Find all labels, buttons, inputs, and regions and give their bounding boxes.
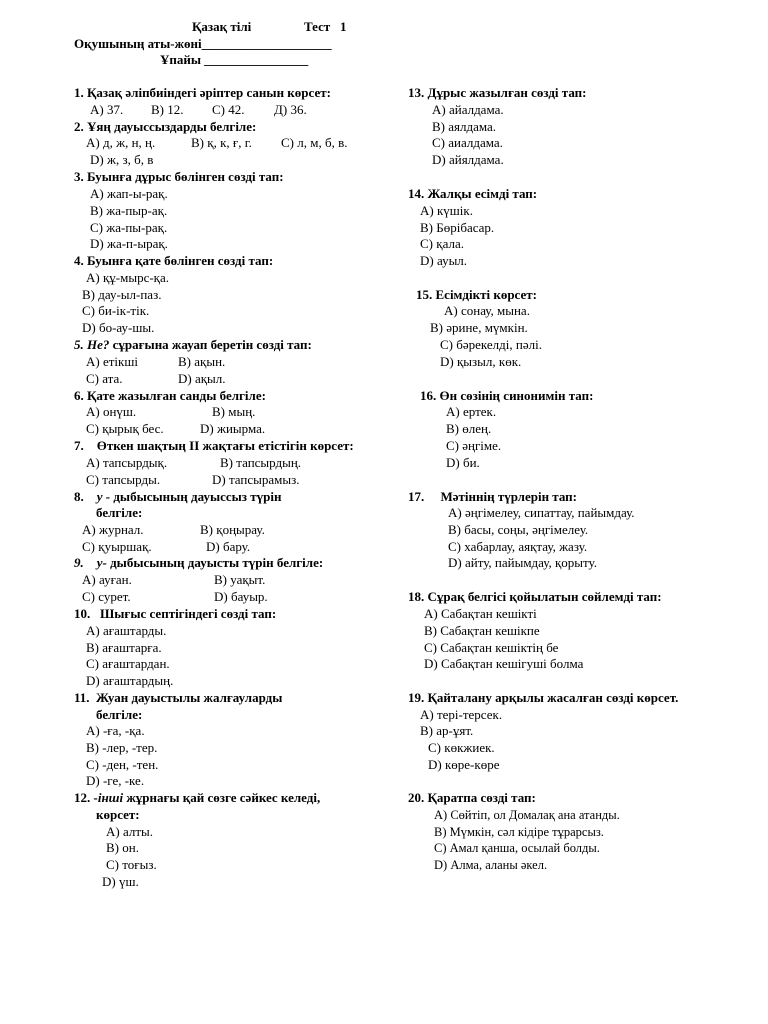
q6-option-b[interactable]: В) мың.: [212, 404, 256, 419]
q11-option-d[interactable]: D) -ге, -ке.: [86, 773, 145, 788]
question-7-title: 7. Өткен шақтың ІІ жақтағы етістігін көрсет:: [74, 438, 354, 453]
question-15-title: 15. Есімдікті көрсет:: [416, 287, 537, 302]
q2-option-b[interactable]: В) қ, к, ғ, г.: [191, 135, 252, 150]
q8-option-d[interactable]: D) бару.: [206, 539, 251, 554]
score-field[interactable]: Ұпайы ________________: [160, 52, 309, 67]
q9-option-d[interactable]: D) бауыр.: [214, 589, 268, 604]
q19-option-d[interactable]: D) көре-көре: [428, 757, 500, 772]
q15-option-a[interactable]: А) сонау, мына.: [444, 303, 530, 318]
q14-option-b[interactable]: В) Бөрібасар.: [420, 220, 495, 235]
q16-option-a[interactable]: А) ертек.: [446, 404, 497, 419]
q10-option-b[interactable]: В) ағаштарға.: [86, 640, 162, 655]
q12-option-b[interactable]: В) он.: [106, 840, 139, 855]
q5-option-d[interactable]: D) ақыл.: [178, 371, 226, 386]
q11-option-b[interactable]: В) -лер, -тер.: [86, 740, 158, 755]
q17-option-c[interactable]: С) хабарлау, аяқтау, жазу.: [448, 539, 588, 554]
q5-option-c[interactable]: С) ата.: [86, 371, 123, 386]
q11-option-c[interactable]: С) -ден, -тен.: [86, 757, 159, 772]
q15-option-b[interactable]: В) әрине, мүмкін.: [430, 320, 528, 335]
question-6-title: 6. Қате жазылған санды белгіле:: [74, 388, 266, 403]
q4-option-d[interactable]: D) бо-ау-шы.: [82, 320, 155, 335]
q9-title-rest: дыбысының дауысты түрін белгіле:: [106, 555, 324, 570]
q5-option-b[interactable]: В) ақын.: [178, 354, 226, 369]
q8-option-b[interactable]: В) қоңырау.: [200, 522, 265, 537]
q20-option-c[interactable]: С) Амал қанша, осылай болды.: [434, 841, 600, 855]
q4-option-a[interactable]: А) құ-мырс-қа.: [86, 270, 170, 285]
question-9-title: [74, 555, 323, 571]
question-13-title: 13. Дұрыс жазылған сөзді тап:: [408, 85, 587, 100]
q5-option-a[interactable]: А) етікші: [86, 354, 138, 369]
q3-option-c[interactable]: С) жа-пы-рақ.: [90, 220, 168, 235]
q16-option-b[interactable]: В) өлең.: [446, 421, 492, 436]
q12-title-continued: көрсет:: [96, 807, 140, 822]
q3-option-b[interactable]: В) жа-пыр-ақ.: [90, 203, 168, 218]
q9-option-b[interactable]: В) уақыт.: [214, 572, 266, 587]
q10-option-a[interactable]: А) ағаштарды.: [86, 623, 167, 638]
question-10-title: 10. Шығыс септігіндегі сөзді тап:: [74, 606, 277, 621]
q1-option-a[interactable]: А) 37.: [90, 102, 124, 117]
q1-option-d[interactable]: Д) 36.: [274, 102, 307, 117]
q16-option-d[interactable]: D) би.: [446, 455, 480, 470]
q11-title-continued: белгіле:: [96, 707, 143, 722]
q7-option-b[interactable]: В) тапсырдың.: [220, 455, 302, 470]
q13-option-b[interactable]: В) аялдама.: [432, 119, 497, 134]
q8-title-rest: дыбысының дауыссыз түрін: [110, 489, 282, 504]
question-8-title: [74, 489, 281, 505]
q15-option-d[interactable]: D) қызыл, көк.: [440, 354, 522, 369]
q13-option-a[interactable]: А) айалдама.: [432, 102, 504, 117]
q9-letter: у-: [96, 555, 107, 570]
q18-option-c[interactable]: С) Сабақтан кешіктің бе: [424, 640, 559, 655]
q17-option-d[interactable]: D) айту, пайымдау, қорыту.: [448, 555, 597, 570]
q20-option-d[interactable]: D) Алма, аланы әкел.: [434, 858, 548, 872]
q6-option-c[interactable]: С) қырық бес.: [86, 421, 164, 436]
question-1-title: 1. Қазақ әліпбиіндегі әріптер санын көрсет:: [74, 85, 331, 100]
q3-option-a[interactable]: А) жап-ы-рақ.: [90, 186, 168, 201]
question-16-title: 16. Өн сөзінің синонимін тап:: [420, 388, 594, 403]
q8-title-continued: белгіле:: [96, 505, 143, 520]
q5-question-word: Не?: [87, 337, 110, 352]
q12-option-d[interactable]: D) үш.: [102, 874, 139, 889]
q14-option-a[interactable]: А) күшік.: [420, 203, 473, 218]
student-name-field[interactable]: Оқушының аты-жөні____________________: [74, 36, 332, 51]
q9-option-a[interactable]: А) ауған.: [82, 572, 132, 587]
q12-title-rest: жұрнағы қай сөзге сәйкес келеді,: [123, 790, 321, 805]
q7-option-a[interactable]: А) тапсырдық.: [86, 455, 168, 470]
subject-title: Қазақ тілі: [192, 19, 252, 34]
q18-option-d[interactable]: D) Сабақтан кешігуші болма: [424, 656, 584, 671]
question-11-title: 11. Жуан дауыстылы жалғауларды: [74, 690, 283, 705]
q20-option-a[interactable]: А) Сөйтіп, ол Домалақ ана атанды.: [434, 808, 620, 822]
q16-option-c[interactable]: С) әңгіме.: [446, 438, 502, 453]
q8-number: 8.: [74, 489, 84, 504]
q14-option-d[interactable]: D) ауыл.: [420, 253, 468, 268]
q11-option-a[interactable]: А) -ға, -қа.: [86, 723, 145, 738]
question-20-title: 20. Қаратпа сөзді тап:: [408, 790, 536, 805]
q5-number: 5.: [74, 337, 84, 352]
q9-option-c[interactable]: С) сурет.: [82, 589, 131, 604]
q8-option-a[interactable]: А) журнал.: [82, 522, 144, 537]
q20-option-b[interactable]: В) Мүмкін, сәл кідіре тұрарсыз.: [434, 825, 604, 839]
q18-option-a[interactable]: А) Сабақтан кешікті: [424, 606, 537, 621]
q7-option-c[interactable]: С) тапсырды.: [86, 472, 161, 487]
q19-option-b[interactable]: В) ар-ұят.: [420, 723, 474, 738]
q8-letter: у -: [96, 489, 111, 504]
q2-option-d[interactable]: D) ж, з, б, в: [90, 152, 154, 167]
q4-option-c[interactable]: С) би-ік-тік.: [82, 303, 150, 318]
question-19-title: 19. Қайталану арқылы жасалған сөзді көрсет.: [408, 690, 679, 705]
q1-option-c[interactable]: С) 42.: [212, 102, 245, 117]
question-4-title: 4. Буынға қате бөлінген сөзді тап:: [74, 253, 274, 268]
q6-option-d[interactable]: D) жиырма.: [200, 421, 266, 436]
question-14-title: 14. Жалқы есімді тап:: [408, 186, 538, 201]
q9-number: 9.: [74, 555, 84, 570]
q19-option-a[interactable]: А) тері-терсек.: [420, 707, 503, 722]
q10-option-c[interactable]: С) ағаштардан.: [86, 656, 170, 671]
q3-option-d[interactable]: D) жа-п-ырақ.: [90, 236, 168, 251]
q4-option-b[interactable]: В) дау-ыл-паз.: [82, 287, 162, 302]
q12-number: 12.: [74, 790, 91, 805]
question-12-title: [74, 790, 320, 806]
q14-option-c[interactable]: С) қала.: [420, 236, 464, 251]
q17-option-a[interactable]: А) әңгімелеу, сипаттау, пайымдау.: [448, 505, 635, 520]
question-2-title: 2. Ұяң дауыссыздарды белгіле:: [74, 119, 257, 134]
q13-option-c[interactable]: С) аиалдама.: [432, 135, 503, 150]
q6-option-a[interactable]: А) онүш.: [86, 404, 137, 419]
q17-option-b[interactable]: В) басы, соңы, әңгімелеу.: [448, 522, 589, 537]
q15-option-c[interactable]: С) бәрекелді, пәлі.: [440, 337, 542, 352]
q1-option-b[interactable]: В) 12.: [151, 102, 184, 117]
q10-option-d[interactable]: D) ағаштардың.: [86, 673, 174, 688]
q12-option-a[interactable]: А) алты.: [106, 824, 154, 839]
q2-option-a[interactable]: А) д, ж, н, ң.: [86, 135, 156, 150]
q12-option-c[interactable]: С) тоғыз.: [106, 857, 157, 872]
q2-option-c[interactable]: С) л, м, б, в.: [281, 135, 348, 150]
q13-option-d[interactable]: D) айялдама.: [432, 152, 504, 167]
q7-option-d[interactable]: D) тапсырамыз.: [212, 472, 300, 487]
q18-option-b[interactable]: В) Сабақтан кешікпе: [424, 623, 540, 638]
question-17-title: 17. Мәтіннің түрлерін тап:: [408, 489, 577, 504]
question-18-title: 18. Сұрақ белгісі қойылатын сөйлемді тап:: [408, 589, 662, 604]
question-3-title: 3. Буынға дұрыс бөлінген сөзді тап:: [74, 169, 284, 184]
q5-title-rest: сұрағына жауап беретін сөзді тап:: [109, 337, 312, 352]
q19-option-c[interactable]: С) көкжиек.: [428, 740, 495, 755]
question-5-title: [74, 337, 312, 353]
q12-suffix: -інші: [93, 790, 124, 805]
test-number: Тест 1: [304, 19, 347, 34]
q8-option-c[interactable]: С) қуыршақ.: [82, 539, 152, 554]
